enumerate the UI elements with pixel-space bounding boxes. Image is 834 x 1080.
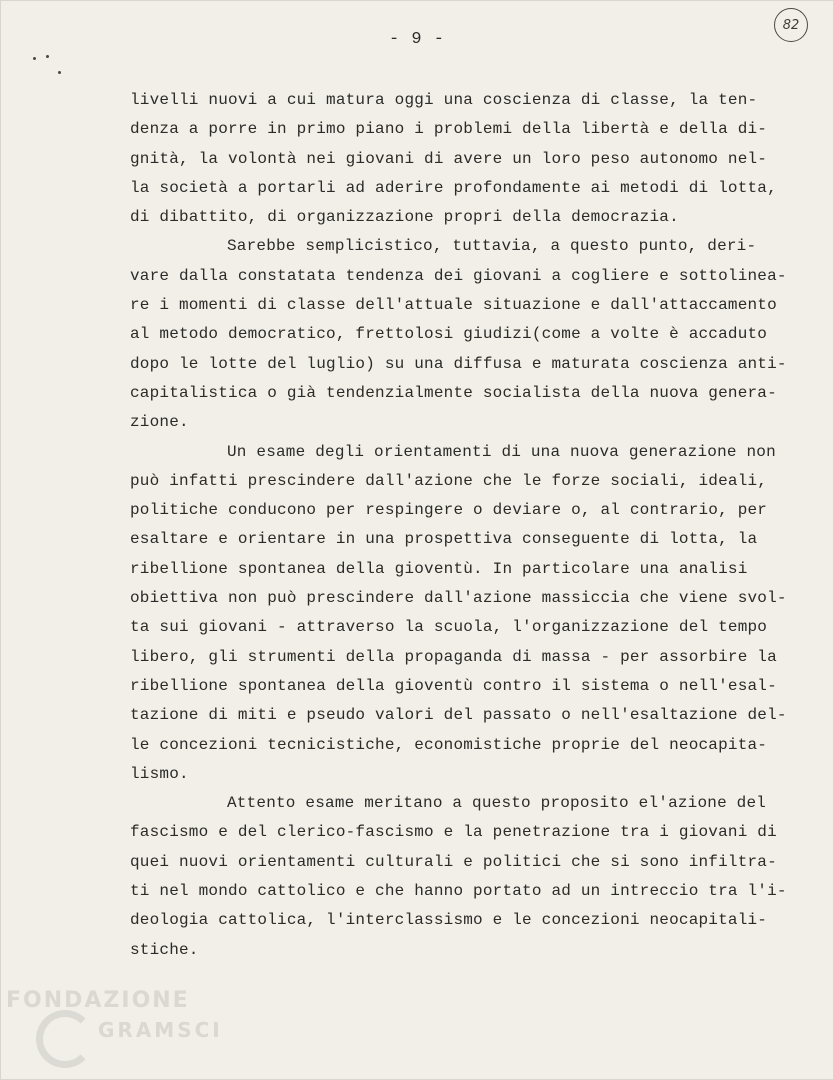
folio-stamp-number: 82	[782, 17, 800, 33]
text-line: livelli nuovi a cui matura oggi una coscienza di classe, la ten-	[130, 91, 758, 109]
text-line: gnità, la volontà nei giovani di avere un loro peso autonomo nel-	[130, 149, 768, 168]
text-line: ribellione spontanea della gioventù. In particolare una analisi	[130, 559, 748, 578]
paragraph	[130, 438, 795, 790]
text-line: lismo.	[130, 764, 189, 783]
text-line: zione.	[130, 413, 189, 432]
text-line: le concezioni tecnicistiche, economistiche proprie del neocapita-	[130, 735, 768, 754]
text-line: ribellione spontanea della gioventù contro il sistema o nell'esal-	[130, 676, 777, 695]
text-line: Sarebbe semplicistico, tuttavia, a questo punto, deri-	[227, 237, 757, 256]
text-line: al metodo democratico, frettolosi giudizi(come a volte è accaduto	[130, 325, 768, 344]
text-line: Attento esame meritano a questo proposito el'azione del	[227, 794, 767, 813]
paragraph	[130, 232, 795, 437]
text-line: vare dalla constatata tendenza dei giovani a cogliere e sottolinea-	[130, 266, 787, 285]
ink-speck	[46, 55, 49, 58]
text-line: capitalistica o già tendenzialmente socialista della nuova genera-	[130, 383, 777, 402]
text-line: denza a porre in primo piano i problemi della libertà e della di-	[130, 120, 768, 139]
paragraph	[130, 789, 795, 965]
text-line: deologia cattolica, l'interclassismo e le concezioni neocapitali-	[130, 911, 768, 930]
paragraph	[130, 86, 795, 232]
ink-speck	[58, 71, 61, 74]
text-line: libero, gli strumenti della propaganda di massa - per assorbire la	[130, 647, 777, 666]
text-line: stiche.	[130, 940, 199, 959]
text-line: obiettiva non può prescindere dall'azione massiccia che viene svol-	[130, 589, 787, 608]
watermark-logo	[6, 988, 226, 1068]
text-line: politiche conducono per respingere o deviare o, al contrario, per	[130, 501, 768, 520]
ink-speck	[33, 57, 36, 60]
folio-stamp	[774, 8, 808, 42]
text-line: tazione di miti e pseudo valori del passato o nell'esaltazione del-	[130, 706, 787, 725]
text-line: ta sui giovani - attraverso la scuola, l'organizzazione del tempo	[130, 618, 768, 637]
watermark-line-2: GRAMSCI	[98, 1018, 223, 1042]
text-line: la società a portarli ad aderire profondamente ai metodi di lotta,	[130, 178, 777, 197]
watermark-g-icon	[36, 1010, 94, 1068]
text-line: quei nuovi orientamenti culturali e politici che si sono infiltra-	[130, 852, 777, 871]
text-line: dopo le lotte del luglio) su una diffusa e maturata coscienza anti-	[130, 354, 787, 373]
text-line: ti nel mondo cattolico e che hanno portato ad un intreccio tra l'i-	[130, 882, 787, 901]
text-line: Un esame degli orientamenti di una nuova generazione non	[227, 442, 776, 461]
text-line: esaltare e orientare in una prospettiva conseguente di lotta, la	[130, 530, 758, 549]
text-line: re i momenti di classe dell'attuale situazione e dall'attaccamento	[130, 296, 777, 315]
watermark-line-1: FONDAZIONE	[6, 988, 190, 1013]
page-number: - 9 -	[388, 30, 445, 49]
typed-text-body	[130, 86, 795, 965]
text-line: di dibattito, di organizzazione propri della democrazia.	[130, 208, 679, 227]
text-line: può infatti prescindere dall'azione che le forze sociali, ideali,	[130, 471, 768, 490]
text-line: fascismo e del clerico-fascismo e la penetrazione tra i giovani di	[130, 823, 777, 842]
